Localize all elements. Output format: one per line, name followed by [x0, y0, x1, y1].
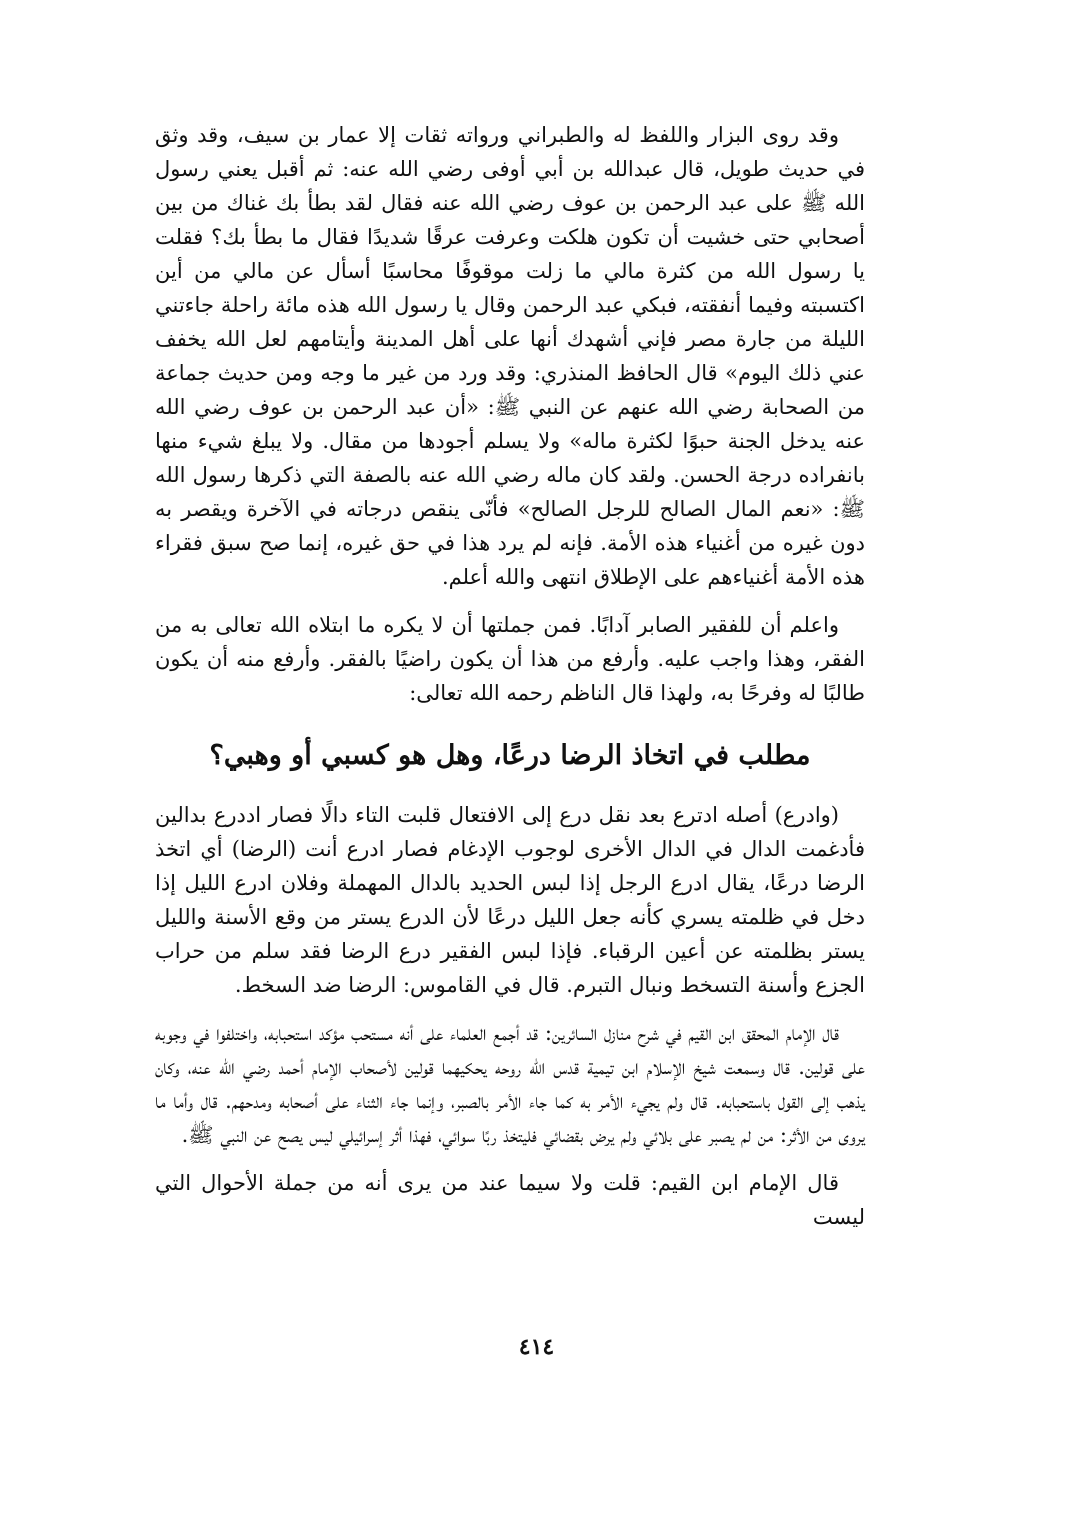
paragraph-iddara: (وادرع) أصله ادترع بعد نقل درع إلى الافتعال قلبت التاء دالًا فصار اددرع بدالين فأدغمت الدال في الدال الأخرى لوجوب الإدغام فصار ادرع أنت (الرضا) أي اتخذ الرضا درعًا، يقال ادرع الرجل إذا لبس الحديد بالدال المهملة وفلان ادرع الليل إذا دخل في ظلمته يسري كأنه جعل الليل درعًا لأن الدرع يستر من وقع الأسنة والليل يستر بظلمته عن أعين الرقباء. فإذا لبس الفقير درع الرضا فقد سلم من حراب الجزع وأسنة التسخط ونبال التبرم. قال في القاموس: الرضا ضد السخط. [155, 803, 865, 997]
paragraph-adab: واعلم أن للفقير الصابر آدابًا. فمن جملتها أن لا يكره ما ابتلاه الله تعالى به من الفقر، وهذا واجب عليه. وأرفع من هذا أن يكون راضيًا بالفقر. وأرفع منه أن يكون طالبًا له وفرحًا به، ولهذا قال الناظم رحمه الله تعالى: [155, 613, 865, 705]
section-heading: مطلب في اتخاذ الرضا درعًا، وهل هو كسبي أو وهبي؟ [209, 740, 811, 771]
paragraph-continued: قال الإمام ابن القيم: قلت ولا سيما عند من يرى أنه من جملة الأحوال التي ليست [155, 1171, 865, 1229]
paragraph-ibn-qayyim: قال الإمام المحقق ابن القيم في شرح منازل السائرين: قد أجمع العلماء على أنه مستحب مؤكد استحبابه، واختلفوا في وجوبه على قولين. قال وسمعت شيخ الإسلام ابن تيمية قدس الله روحه يحكيهما قولين لأصحاب الإمام أحمد رضي الله عنه، وكان يذهب إلى القول باستحبابه. قال ولم يجيء الأمر به كما جاء الأمر بالصبر، وإنما جاء الثناء على أصحابه ومدحهم. قال وأما ما يروى من الأثر: من لم يصبر على بلائي ولم يرض بقضائي فليتخذ ربًا سوائي، فهذا أثر إسرائيلي ليس يصح عن النبي ﷺ. [155, 1021, 865, 1147]
page-number: ٤١٤ [518, 1334, 555, 1360]
paragraph-hadith: وقد روى البزار واللفظ له والطبراني ورواته ثقات إلا عمار بن سيف، وقد وثق في حديث طويل، قال عبدالله بن أبي أوفى رضي الله عنه: ثم أقبل يعني رسول الله ﷺ على عبد الرحمن بن عوف رضي الله عنه فقال لقد بطأ بك غناك من بين أصحابي حتى خشيت أن تكون هلكت وعرفت عرقًا شديدًا فقال ما بطأ بك؟ فقلت يا رسول الله من كثرة مالي ما زلت موقوفًا محاسبًا أسأل عن مالي من أين اكتسبته وفيما أنفقته، فبكي عبد الرحمن وقال يا رسول الله هذه مائة راحلة جاءتني الليلة من جارة مصر فإني أشهدك أنها على أهل المدينة وأيتامهم لعل الله يخفف عني ذلك اليوم» قال الحافظ المنذري: وقد ورد من غير ما وجه ومن حديث جماعة من الصحابة رضي الله عنهم عن النبي ﷺ: «أن عبد الرحمن بن عوف رضي الله عنه يدخل الجنة حبوًا لكثرة ماله» ولا يسلم أجودها من مقال. ولا يبلغ شيء منها بانفراده درجة الحسن. ولقد كان ماله رضي الله عنه بالصفة التي ذكرها رسول الله ﷺ: «نعم المال الصالح للرجل الصالح» فأنّى ينقص درجاته في الآخرة ويقصر به دون غيره من أغنياء هذه الأمة. فإنه لم يرد هذا في حق غيره، إنما صح سبق فقراء هذه الأمة أغنياءهم على الإطلاق انتهى والله أعلم. [155, 123, 865, 589]
page-body [155, 118, 865, 1234]
